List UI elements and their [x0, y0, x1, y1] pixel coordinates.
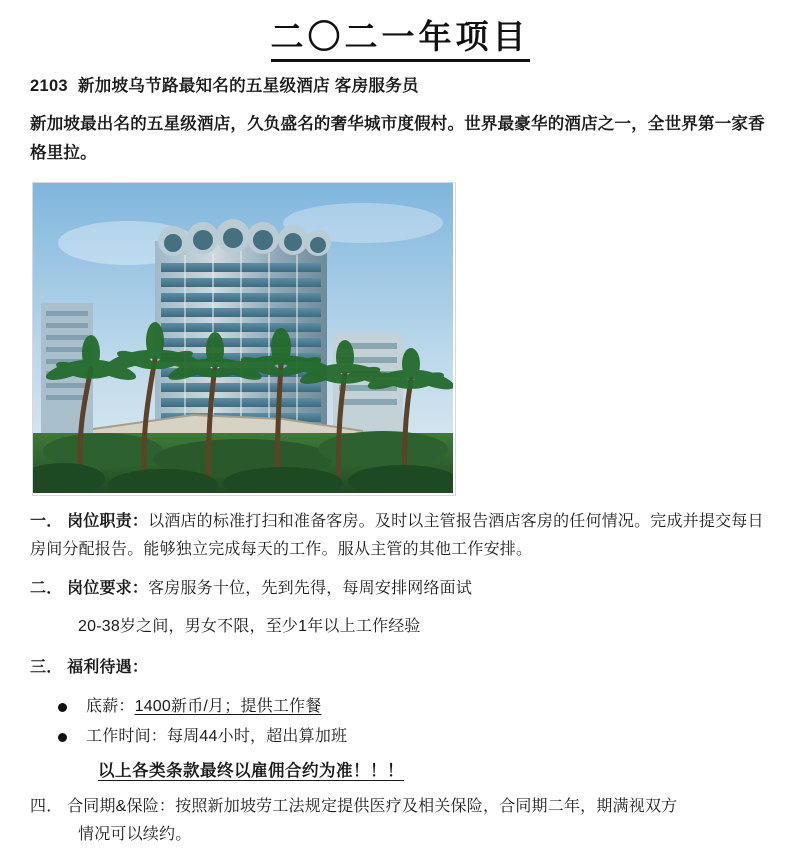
contract-notice: 以上各类条款最终以雇佣合约为准！！！ — [98, 761, 404, 780]
bullet-dot-icon — [58, 703, 67, 712]
job-summary: 新加坡最出名的五星级酒店，久负盛名的奢华城市度假村。世界最豪华的酒店之一，全世界第一家香格里拉。 — [30, 114, 765, 162]
section-label-2: 岗位要求： — [67, 579, 149, 597]
section-responsibilities — [30, 508, 776, 565]
section-text-2: 客房服务十位，先到先得，每周安排网络面试 — [148, 579, 473, 597]
benefits-list — [24, 692, 776, 753]
section-number-1: 一． — [30, 512, 63, 530]
list-item — [58, 722, 776, 752]
hotel-exterior-illustration — [33, 183, 453, 493]
benefit-value-1: 1400新币/月；提供工作餐 — [134, 698, 322, 716]
section-contract-insurance — [30, 793, 776, 850]
job-code: 2103 — [30, 76, 68, 95]
requirements-detail: 20-38岁之间，男女不限，至少1年以上工作经验 — [78, 618, 421, 636]
photo-container — [32, 182, 776, 496]
page-title-text: 二〇二一年项目 — [271, 18, 530, 62]
section-text-4: 按照新加坡劳工法规定提供医疗及相关保险，合同期二年，期满视双方 — [175, 797, 678, 815]
benefit-label-2: 工作时间： — [86, 728, 168, 746]
section-number-2: 二． — [30, 579, 63, 597]
bullet-dot-icon — [58, 733, 67, 742]
section-label-1: 岗位职责： — [67, 512, 149, 530]
page-title — [24, 18, 776, 56]
list-item — [58, 692, 776, 722]
section-number-3: 三． — [30, 658, 63, 676]
section-text-4-continuation: 情况可以续约。 — [78, 826, 192, 844]
benefit-label-1: 底薪： — [86, 698, 135, 716]
section-label-4: 合同期&保险： — [67, 797, 176, 815]
job-heading — [30, 72, 776, 96]
section-benefits — [30, 654, 776, 682]
job-title: 新加坡乌节路最知名的五星级酒店 客房服务员 — [77, 76, 419, 95]
hotel-exterior-photo — [32, 182, 456, 496]
section-number-4: 四． — [30, 797, 63, 815]
benefit-value-2: 每周44小时，超出算加班 — [167, 728, 348, 746]
section-requirements — [30, 575, 776, 603]
section-label-3: 福利待遇： — [67, 658, 149, 676]
section-text-1: 以酒店的标准打扫和准备客房。及时以主管报告酒店客房的任何情况。完成并提交每日房间分配报告。能够独立完成每天的工作。服从主管的其他工作安排。 — [30, 512, 764, 559]
